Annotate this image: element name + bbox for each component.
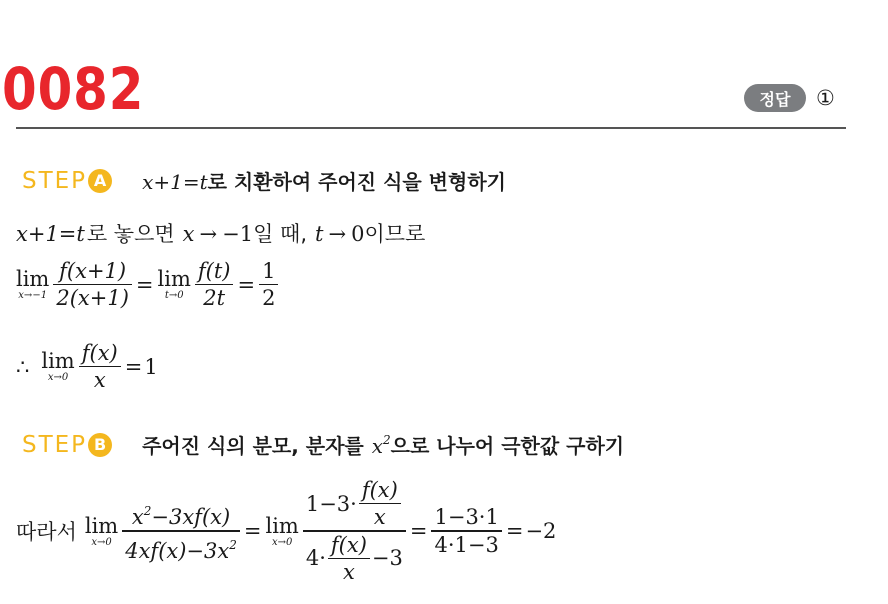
- inner-denominator: x: [373, 505, 386, 530]
- limit-operator-1: [16, 268, 49, 301]
- fraction-denominator: [122, 532, 240, 564]
- step-a-letter-badge: A: [88, 169, 112, 193]
- lim-word: lim: [16, 267, 50, 292]
- limit-operator-1: [85, 515, 118, 548]
- compound-num-prefix: 1−3·: [305, 491, 357, 516]
- lim-subscript: x→−1: [18, 290, 48, 302]
- equals-sign: =: [237, 272, 256, 297]
- fraction-3: [259, 258, 278, 311]
- fraction-1: [53, 258, 132, 311]
- compound-fraction: [303, 477, 406, 585]
- inner-numerator: f(x): [361, 477, 398, 502]
- step-b-prefix: 따라서: [16, 520, 77, 544]
- fraction-numerator: [129, 498, 233, 530]
- equals-sign: =: [243, 519, 262, 543]
- fraction-numerator: f(x): [81, 341, 118, 365]
- inner-denominator: x: [342, 560, 355, 585]
- compound-den-suffix: −3: [371, 546, 403, 571]
- substitution-text-3: 이므로: [364, 222, 426, 246]
- step-a-limit-equation: [14, 258, 280, 311]
- step-b-limit-equation: [16, 466, 556, 596]
- step-b-letter-badge: B: [88, 433, 112, 457]
- title-math-base: x: [371, 434, 384, 458]
- num-exponent: 2: [143, 504, 152, 519]
- step-a-title: [142, 166, 506, 195]
- lim-subscript: x→0: [271, 536, 293, 548]
- fraction-denominator: x: [93, 368, 106, 393]
- step-a-conclusion: [16, 340, 158, 393]
- fraction-numerator: 1: [262, 259, 276, 283]
- num-base: x: [131, 505, 144, 530]
- arrow-1: →: [199, 222, 218, 246]
- step-b-title-math: [372, 433, 391, 458]
- den-exponent: 2: [229, 537, 237, 552]
- lim-word: lim: [84, 513, 119, 538]
- step-a-title-math: x+1=t: [142, 170, 208, 194]
- equals-sign: =: [135, 272, 154, 297]
- fraction-numerator: 1−3·1: [434, 505, 499, 530]
- step-a-heading: [22, 166, 506, 195]
- fraction-numerator: f(t): [197, 259, 231, 283]
- fraction-denominator: 2(x+1): [56, 286, 129, 311]
- lim-subscript: t→0: [164, 290, 184, 302]
- substitution-expr: x+1=t: [16, 222, 85, 246]
- header-divider: [16, 127, 846, 129]
- equals-sign: =: [124, 354, 143, 379]
- lim-word: lim: [157, 267, 191, 292]
- title-math-exponent: 2: [383, 433, 391, 447]
- fraction-denominator: 2: [262, 286, 276, 311]
- limit-operator-2: [265, 515, 298, 548]
- limit-operator: [41, 350, 74, 383]
- den-main: 4xf(x)−3x: [125, 538, 230, 563]
- lim-subscript: x→0: [91, 536, 112, 548]
- arrow-2: →: [328, 222, 347, 246]
- lim-word: lim: [41, 349, 75, 374]
- step-b-title-text-2: 으로 나누어 극한값 구하기: [390, 434, 625, 458]
- step-b-title-text-1: 주어진 식의 분모, 분자를: [142, 434, 364, 458]
- var-x: x: [182, 222, 195, 246]
- limit-value-1: −1: [222, 222, 254, 246]
- limit-result: 1: [144, 354, 158, 379]
- fraction-denominator: 2t: [203, 286, 226, 311]
- substitution-text-2: 일 때,: [253, 222, 308, 246]
- inner-fraction-bottom: [328, 532, 370, 585]
- fraction: [79, 340, 121, 393]
- step-a-label: STEP: [22, 167, 88, 194]
- fraction-3: [431, 504, 501, 557]
- therefore-symbol: ∴: [16, 354, 30, 379]
- fraction-denominator: 4·1−3: [434, 532, 499, 557]
- inner-numerator: f(x): [330, 532, 367, 557]
- compound-numerator: [303, 477, 406, 530]
- step-a-substitution-line: [16, 218, 425, 248]
- fraction-1: [122, 498, 240, 563]
- step-a-title-text: 로 치환하여 주어진 식을 변형하기: [207, 170, 506, 194]
- answer-badge: 정답: [744, 84, 806, 112]
- equals-sign: =: [409, 519, 428, 543]
- num-rest: −3xf(x): [151, 505, 231, 530]
- equals-sign: =: [505, 519, 524, 543]
- substitution-text-1: 로 놓으면: [86, 222, 175, 246]
- limit-value-2: 0: [351, 222, 365, 246]
- fraction-numerator: f(x+1): [59, 259, 127, 283]
- step-b-heading: [22, 430, 624, 459]
- inner-fraction-top: [359, 477, 401, 530]
- var-t: t: [315, 222, 324, 246]
- lim-subscript: x→0: [47, 372, 69, 384]
- final-result: −2: [525, 519, 557, 543]
- limit-operator-2: [158, 268, 191, 301]
- answer-value: ①: [816, 86, 835, 110]
- compound-denominator: [303, 532, 406, 585]
- step-b-label: STEP: [22, 431, 88, 458]
- compound-den-prefix: 4·: [305, 546, 326, 571]
- problem-number: 0082: [2, 55, 145, 123]
- fraction-2: [195, 258, 234, 311]
- step-b-title: [142, 430, 624, 459]
- lim-word: lim: [265, 513, 299, 538]
